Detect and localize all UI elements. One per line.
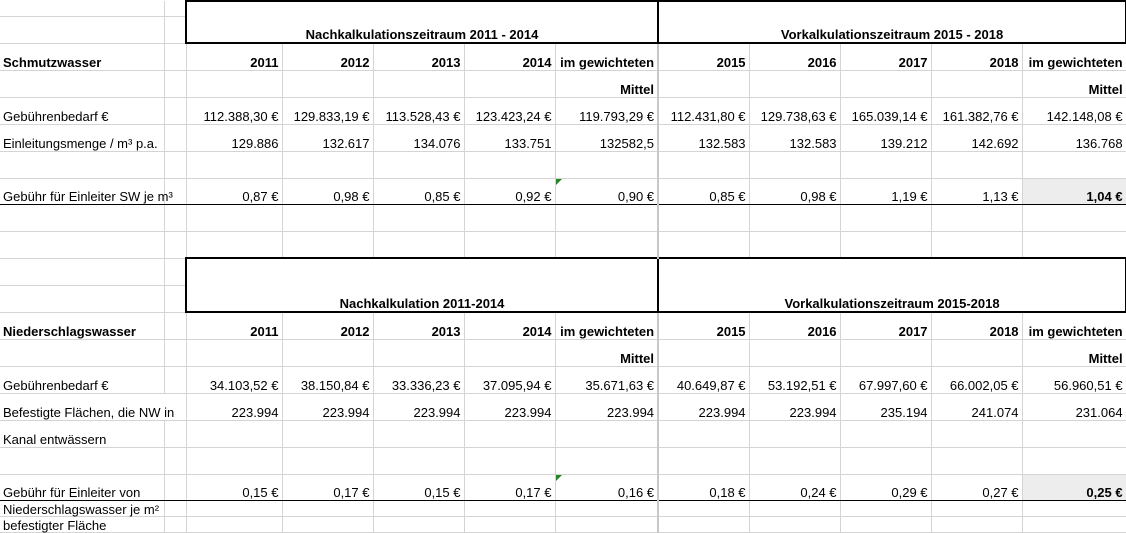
table-cell[interactable]: 112.431,80 €	[658, 97, 749, 124]
nw-result-cell[interactable]: 0,25 €	[1022, 474, 1126, 500]
table-cell[interactable]: 38.150,84 €	[282, 366, 373, 393]
table-cell[interactable]: 67.997,60 €	[840, 366, 931, 393]
table-cell[interactable]: 37.095,94 €	[464, 366, 555, 393]
nw-row-years	[0, 312, 1126, 339]
nw-mittel-label[interactable]: Mittel	[555, 339, 658, 366]
nw-gebuehr-label-line2[interactable]: Niederschlagswasser je m²	[0, 500, 164, 516]
table-cell[interactable]: 0,16 €	[555, 474, 658, 500]
table-cell[interactable]: 1,13 €	[931, 178, 1022, 204]
nw-flaechen-label-line2[interactable]: Kanal entwässern	[0, 420, 164, 447]
table-cell[interactable]: 0,27 €	[931, 474, 1022, 500]
spacer-row	[0, 204, 1126, 231]
table-cell[interactable]: 35.671,63 €	[555, 366, 658, 393]
table-cell[interactable]: 0,85 €	[373, 178, 464, 204]
table-cell[interactable]: 0,15 €	[373, 474, 464, 500]
nw-row-gebuehr-cont2	[0, 516, 1126, 532]
nw-year-2012[interactable]: 2012	[282, 312, 373, 339]
sw-row-gebuehr	[0, 178, 1126, 204]
nw-row-flaechen	[0, 393, 1126, 420]
sw-mittel-label-right[interactable]: Mittel	[1022, 70, 1126, 97]
table-cell[interactable]: 129.738,63 €	[749, 97, 840, 124]
table-cell[interactable]: 134.076	[373, 124, 464, 151]
nw-year-2013[interactable]: 2013	[373, 312, 464, 339]
nw-row-period-titles	[0, 285, 1126, 312]
table-cell[interactable]: 241.074	[931, 393, 1022, 420]
sw-year-2015[interactable]: 2015	[658, 43, 749, 70]
nw-row-empty	[0, 447, 1126, 474]
sw-year-2013[interactable]: 2013	[373, 43, 464, 70]
sw-menge-label[interactable]: Einleitungsmenge / m³ p.a.	[0, 124, 164, 151]
nw-year-2016[interactable]: 2016	[749, 312, 840, 339]
table-cell[interactable]: 53.192,51 €	[749, 366, 840, 393]
table-cell[interactable]: 0,85 €	[658, 178, 749, 204]
sw-weighted-header[interactable]: im gewichteten	[555, 43, 658, 70]
table-cell[interactable]: 223.994	[749, 393, 840, 420]
table-cell[interactable]: 33.336,23 €	[373, 366, 464, 393]
table-cell[interactable]: 0,17 €	[464, 474, 555, 500]
table-cell[interactable]: 235.194	[840, 393, 931, 420]
table-cell[interactable]: 56.960,51 €	[1022, 366, 1126, 393]
sw-left-period-title[interactable]: Nachkalkulationszeitraum 2011 - 2014	[186, 16, 658, 43]
sw-gebuehr-label[interactable]: Gebühr für Einleiter SW je m³	[0, 178, 164, 204]
nw-row-gebuehr-cont1	[0, 500, 1126, 516]
table-cell[interactable]: 0,87 €	[186, 178, 282, 204]
table-cell[interactable]: 133.751	[464, 124, 555, 151]
table-cell[interactable]: 0,17 €	[282, 474, 373, 500]
table-cell[interactable]: 223.994	[464, 393, 555, 420]
sw-row-years	[0, 43, 1126, 70]
table-cell[interactable]: 132.583	[658, 124, 749, 151]
table-cell[interactable]: 123.423,24 €	[464, 97, 555, 124]
table-cell[interactable]: 142.148,08 €	[1022, 97, 1126, 124]
table-cell[interactable]: 0,90 €	[555, 178, 658, 204]
nw-year-2015[interactable]: 2015	[658, 312, 749, 339]
nw-weighted-header-right[interactable]: im gewichteten	[1022, 312, 1126, 339]
sw-row-bedarf	[0, 97, 1126, 124]
sw-mittel-label[interactable]: Mittel	[555, 70, 658, 97]
sw-year-2011[interactable]: 2011	[186, 43, 282, 70]
sw-year-2016[interactable]: 2016	[749, 43, 840, 70]
sw-right-period-title[interactable]: Vorkalkulationszeitraum 2015 - 2018	[658, 16, 1126, 43]
table-cell[interactable]: 132.617	[282, 124, 373, 151]
table-cell[interactable]: 132.583	[749, 124, 840, 151]
table-cell[interactable]: 0,98 €	[282, 178, 373, 204]
nw-row-flaechen-cont	[0, 420, 1126, 447]
nw-year-2014[interactable]: 2014	[464, 312, 555, 339]
table-cell[interactable]: 132582,5	[555, 124, 658, 151]
table-cell[interactable]: 112.388,30 €	[186, 97, 282, 124]
sw-row-mittel	[0, 70, 1126, 97]
table-cell[interactable]: 0,29 €	[840, 474, 931, 500]
table-cell[interactable]: 0,24 €	[749, 474, 840, 500]
table-cell[interactable]: 113.528,43 €	[373, 97, 464, 124]
nw-left-period-title[interactable]: Nachkalkulation 2011-2014	[186, 285, 658, 312]
nw-gebuehr-label[interactable]: Gebühr für Einleiter von	[0, 474, 164, 500]
nw-gebuehr-label-line3[interactable]: befestigter Fläche	[0, 516, 164, 532]
sw-row-menge	[0, 124, 1126, 151]
table-cell[interactable]: 223.994	[658, 393, 749, 420]
nw-right-period-title[interactable]: Vorkalkulationszeitraum 2015-2018	[658, 285, 1126, 312]
table-cell[interactable]: 223.994	[282, 393, 373, 420]
table-cell[interactable]: 161.382,76 €	[931, 97, 1022, 124]
sw-year-2017[interactable]: 2017	[840, 43, 931, 70]
table-cell[interactable]: 139.212	[840, 124, 931, 151]
table-cell[interactable]: 142.692	[931, 124, 1022, 151]
table-cell[interactable]: 231.064	[1022, 393, 1126, 420]
sw-weighted-header-right[interactable]: im gewichteten	[1022, 43, 1126, 70]
nw-flaechen-label[interactable]: Befestigte Flächen, die NW in	[0, 393, 186, 420]
sw-section-label[interactable]: Schmutzwasser	[0, 43, 164, 70]
table-cell[interactable]: 0,98 €	[749, 178, 840, 204]
table-cell[interactable]: 223.994	[186, 393, 282, 420]
table-cell[interactable]: 129.833,19 €	[282, 97, 373, 124]
table-cell[interactable]: 0,18 €	[658, 474, 749, 500]
nw-weighted-header[interactable]: im gewichteten	[555, 312, 658, 339]
sw-row-blank-top	[0, 1, 1126, 16]
nw-year-2011[interactable]: 2011	[186, 312, 282, 339]
table-cell[interactable]: 0,92 €	[464, 178, 555, 204]
nw-year-2018[interactable]: 2018	[931, 312, 1022, 339]
table-cell[interactable]: 40.649,87 €	[658, 366, 749, 393]
nw-mittel-label-right[interactable]: Mittel	[1022, 339, 1126, 366]
nw-row-bedarf	[0, 366, 1126, 393]
table-cell[interactable]: 129.886	[186, 124, 282, 151]
sw-result-cell[interactable]: 1,04 €	[1022, 178, 1126, 204]
sw-row-period-titles	[0, 16, 1126, 43]
nw-section-label[interactable]: Niederschlagswasser	[0, 312, 164, 339]
table-cell[interactable]: 1,19 €	[840, 178, 931, 204]
sw-year-2014[interactable]: 2014	[464, 43, 555, 70]
table-cell[interactable]: 223.994	[555, 393, 658, 420]
nw-row-blank-top	[0, 258, 1126, 285]
table-cell[interactable]: 34.103,52 €	[186, 366, 282, 393]
table-cell[interactable]: 165.039,14 €	[840, 97, 931, 124]
sw-bedarf-label[interactable]: Gebührenbedarf €	[0, 97, 164, 124]
sw-year-2018[interactable]: 2018	[931, 43, 1022, 70]
sw-year-2012[interactable]: 2012	[282, 43, 373, 70]
table-cell[interactable]: 0,15 €	[186, 474, 282, 500]
sw-row-empty	[0, 151, 1126, 178]
nw-row-gebuehr	[0, 474, 1126, 500]
nw-row-mittel	[0, 339, 1126, 366]
table-cell[interactable]: 223.994	[373, 393, 464, 420]
nw-year-2017[interactable]: 2017	[840, 312, 931, 339]
table-cell[interactable]: 136.768	[1022, 124, 1126, 151]
spacer-row	[0, 231, 1126, 258]
table-cell[interactable]: 66.002,05 €	[931, 366, 1022, 393]
table-cell[interactable]: 119.793,29 €	[555, 97, 658, 124]
nw-bedarf-label[interactable]: Gebührenbedarf €	[0, 366, 164, 393]
